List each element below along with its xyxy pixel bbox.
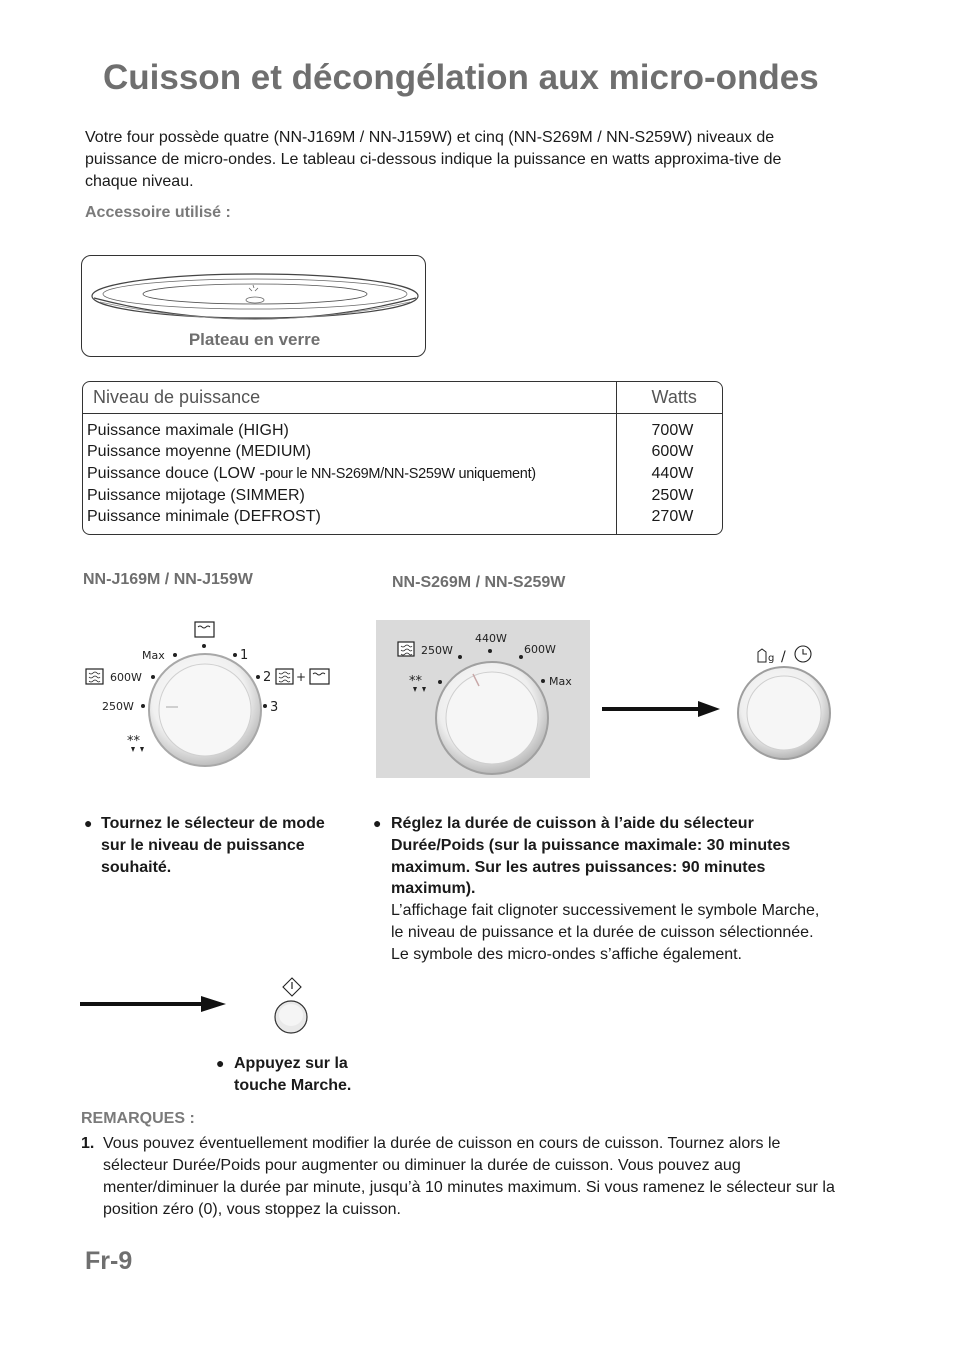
- power-level-name: Puissance minimale (DEFROST): [87, 508, 321, 526]
- arrow-right-icon: [602, 697, 722, 721]
- dial-label-3: 3: [270, 700, 279, 715]
- table-header-level: Niveau de puissance: [83, 382, 616, 414]
- instruction-right-normal: L’affichage fait clignoter successivement le symbole Marche, le niveau de puissance et la durée de cuisson sélectionnée. Le symbole des micro-ondes s’affiche également.: [391, 902, 820, 963]
- power-level-name: Puissance mijotage (SIMMER): [87, 486, 305, 504]
- remark-number: 1.: [81, 1135, 95, 1152]
- table-row: [83, 442, 722, 464]
- power-dial-left: [80, 615, 340, 780]
- table-row: [83, 463, 722, 485]
- instruction-timer: [373, 813, 833, 966]
- power-level-note: pour le NN-S269M/NN-S259W uniquement): [264, 465, 536, 482]
- grill-icon: [195, 622, 214, 637]
- power-dial-panel-right: [376, 620, 590, 778]
- power-level-watts: 270W: [616, 506, 722, 534]
- start-button[interactable]: [270, 975, 315, 1037]
- microwave-icon: [398, 642, 414, 656]
- instruction-left-text: Tournez le sélecteur de mode sur le niveau de puissance souhaité.: [101, 815, 325, 876]
- dial-label-plus: +: [296, 670, 307, 684]
- power-level-table: [82, 381, 723, 535]
- page-title: Cuisson et décongélation aux micro-ondes: [103, 58, 819, 97]
- power-level-watts: 440W: [616, 463, 722, 485]
- table-row: [83, 485, 722, 507]
- power-level-name: Puissance moyenne (MEDIUM): [87, 443, 312, 461]
- arrow-right-icon: [80, 992, 230, 1016]
- dial-label-600w: 600W: [524, 643, 556, 656]
- power-level-name: Puissance maximale (HIGH): [87, 421, 289, 439]
- instruction-right-bold: Réglez la durée de cuisson à l’aide du sélecteur Durée/Poids (sur la puissance maximale: 30 minutes maximum. Sur les autres puissances: 90 minutes maximum).: [391, 815, 791, 898]
- weight-icon: [758, 649, 766, 662]
- table-row: [83, 506, 722, 534]
- bullet-icon: ●: [216, 1055, 225, 1071]
- defrost-icon: [127, 734, 144, 752]
- remarks-heading: REMARQUES :: [81, 1110, 195, 1127]
- defrost-icon: [409, 674, 426, 692]
- intro-paragraph: Votre four possède quatre (NN-J169M / NN-J159W) et cinq (NN-S269M / NN-S259W) niveaux de puissance de micro-ondes. Le tableau ci-dessous indique la puissance en watts approxima-tive de chaque niveau.: [85, 129, 782, 190]
- microwave-icon: [276, 669, 293, 684]
- page-number: Fr-9: [85, 1247, 133, 1275]
- glass-tray-illustration: [90, 270, 420, 328]
- power-level-watts: 250W: [616, 485, 722, 507]
- dial-label-600w: 600W: [110, 671, 142, 684]
- remarks-item: [81, 1133, 841, 1221]
- dial-label-250w: 250W: [102, 700, 134, 713]
- dial-label-1: 1: [240, 648, 249, 663]
- weight-unit-label: g: [768, 653, 775, 664]
- model-heading-right: NN-S269M / NN-S259W: [392, 574, 566, 591]
- instruction-start: [216, 1053, 376, 1097]
- table-row: [83, 414, 722, 442]
- dial-label-250w: 250W: [421, 644, 453, 657]
- accessory-heading: Accessoire utilisé :: [85, 204, 231, 221]
- start-icon: [283, 978, 301, 996]
- power-level-watts: 700W: [616, 414, 722, 442]
- model-heading-left: NN-J169M / NN-J159W: [83, 571, 253, 588]
- grill-icon: [310, 669, 329, 684]
- dial-label-440w: 440W: [475, 632, 507, 645]
- instruction-mode-selector: [84, 813, 354, 878]
- dial-label-max: Max: [549, 675, 572, 688]
- dial-label-2: 2: [263, 670, 272, 685]
- timer-weight-dial[interactable]: [735, 640, 835, 765]
- bullet-icon: ●: [84, 815, 93, 831]
- power-level-name: Puissance douce (LOW -pour le NN-S269M/NN-S259W uniquement): [87, 464, 536, 482]
- svg-text:**: **: [127, 734, 140, 749]
- instruction-start-text: Appuyez sur la touche Marche.: [234, 1055, 352, 1094]
- microwave-icon: [86, 669, 103, 684]
- glass-tray-label: Plateau en verre: [188, 330, 321, 349]
- power-level-watts: 600W: [616, 442, 722, 464]
- weight-time-separator: /: [781, 649, 786, 665]
- table-header-watts: Watts: [616, 382, 722, 414]
- bullet-icon: ●: [373, 815, 382, 831]
- dial-label-max: Max: [142, 649, 165, 662]
- clock-icon: [795, 646, 811, 662]
- glass-tray-panel: [81, 255, 426, 357]
- power-dial-right: [376, 620, 590, 778]
- remark-text: Vous pouvez éventuellement modifier la durée de cuisson en cours de cuisson. Tournez alors le sélecteur Durée/Poids pour augmenter ou diminuer la durée de cuisson. Vous pouvez aug menter/diminuer la durée par minute, jusqu’à 10 minutes maximum. Si vous ramenez le sélecteur sur la position zéro (0), vous stoppez la cuisson.: [103, 1135, 835, 1218]
- svg-text:**: **: [409, 674, 422, 689]
